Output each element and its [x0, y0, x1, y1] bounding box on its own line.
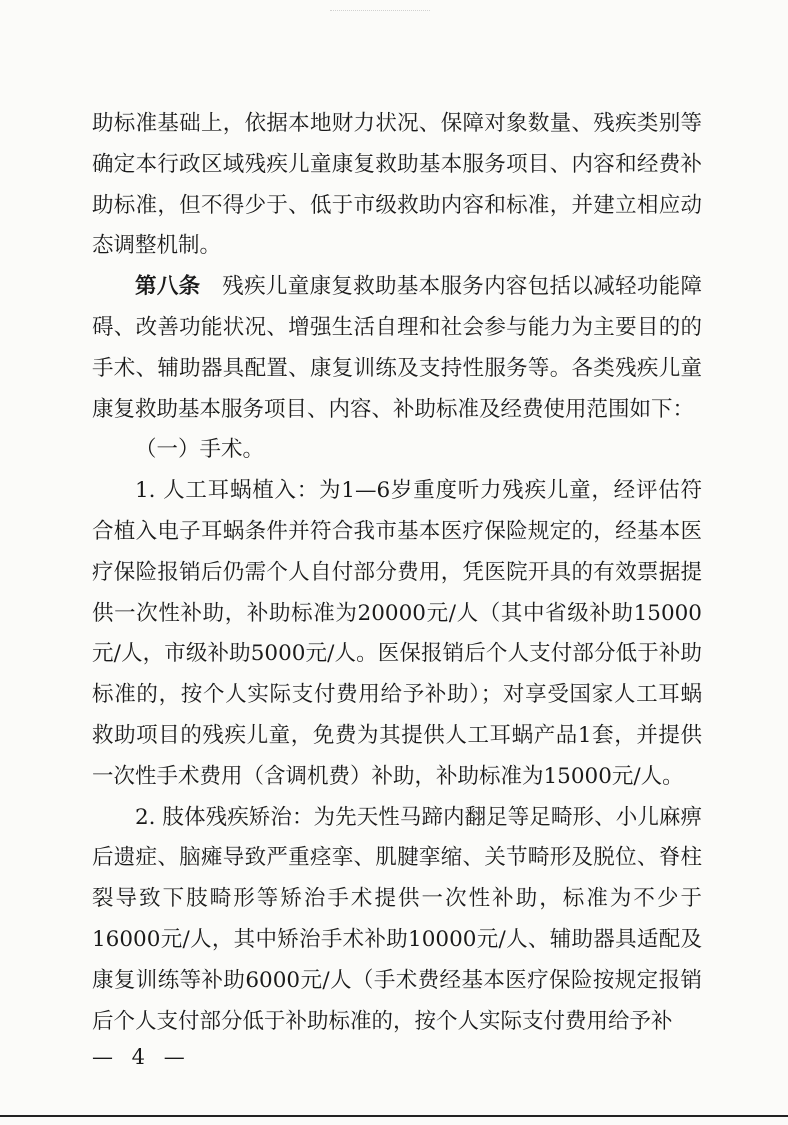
paragraph-article-8: [92, 267, 702, 430]
page-number: — 4 —: [92, 1045, 191, 1069]
paragraph-limb-correction: [92, 798, 702, 1043]
article-heading: 第八条: [135, 274, 201, 300]
paragraph-cochlear-implant: [92, 471, 702, 797]
section-heading-surgery: [92, 430, 702, 471]
paragraph-text: 助标准基础上，依据本地财力状况、保障对象数量、残疾类别等确定本行政区域残疾儿童康复救助基本服务项目、内容和经费补助标准，但不得少于、低于市级救助内容和标准，并建立相应动态调整机制。: [92, 111, 702, 259]
paragraph-text: 1. 人工耳蜗植入：为1—6岁重度听力残疾儿童，经评估符合植入电子耳蜗条件并符合我市基本医疗保险规定的，经基本医疗保险报销后仍需个人自付部分费用，凭医院开具的有效票据提供一次性补助，补助标准为20000元/人（其中省级补助15000元/人，市级补助5000元/人。医保报销后个人支付部分低于补助标准的，按个人实际支付费用给予补助）；对享受国家人工耳蜗救助项目的残疾儿童，免费为其提供人工耳蜗产品1套，并提供一次性手术费用（含调机费）补助，补助标准为15000元/人。: [92, 478, 702, 789]
paragraph-text: 残疾儿童康复救助基本服务内容包括以减轻功能障碍、改善功能状况、增强生活自理和社会参与能力为主要目的的手术、辅助器具配置、康复训练及支持性服务等。各类残疾儿童康复救助基本服务项目、内容、补助标准及经费使用范围如下：: [92, 274, 702, 422]
scan-bottom-edge: [0, 1115, 788, 1117]
scan-artifact: [330, 0, 430, 11]
paragraph-continuation: [92, 104, 702, 267]
document-body: [92, 104, 702, 1042]
paragraph-text: （一）手术。: [135, 437, 265, 463]
paragraph-text: 2. 肢体残疾矫治：为先天性马蹄内翻足等足畸形、小儿麻痹后遗症、脑瘫导致严重痉挛、肌腱挛缩、关节畸形及脱位、脊柱裂导致下肢畸形等矫治手术提供一次性补助，标准为不少于16000元/人，其中矫治手术补助10000元/人、辅助器具适配及康复训练等补助6000元/人（手术费经基本医疗保险按规定报销后个人支付部分低于补助标准的，按个人实际支付费用给予补: [92, 804, 702, 1034]
